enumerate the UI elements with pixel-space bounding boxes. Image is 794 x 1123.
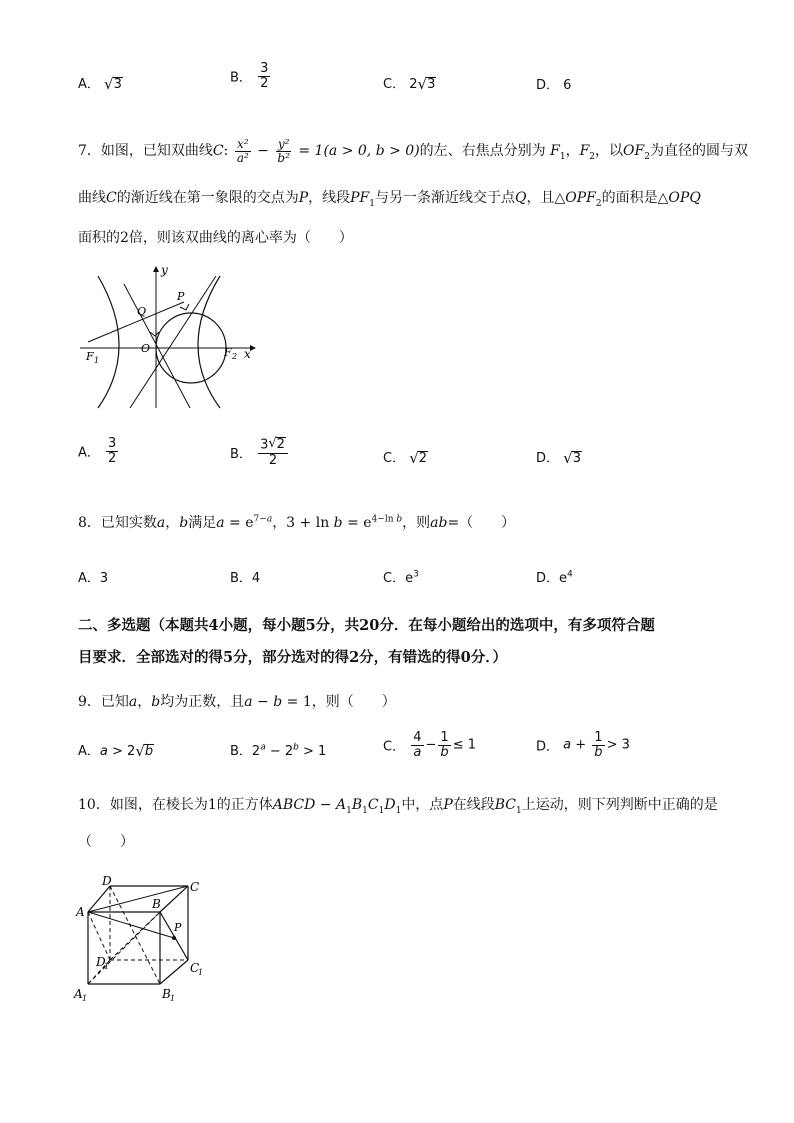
q7-line-1: 7．如图，已知双曲线C: $\frac{\text{x²}}{\text{a²}}$ − $\frac{\text{y²}}{\text{b²}}$ = 1(a > 0, b > 0)的左、右焦点分别为 $F_1$，$F_2$，以$OF_2$为直径的圆与双 bbox=[78, 137, 748, 165]
svg-text:2: 2 bbox=[232, 352, 238, 361]
point-p bbox=[172, 936, 176, 940]
label-d1: D bbox=[96, 955, 106, 969]
q7-option-d: D． √ 3 bbox=[536, 448, 581, 467]
left-branch bbox=[98, 276, 119, 408]
q9-option-d: D． a + $\frac{1}{b}$ > 3 bbox=[536, 730, 630, 760]
segment-pf1 bbox=[88, 302, 184, 342]
q7-option-b: B． 3 √ 2 2 bbox=[230, 437, 290, 468]
label-o: O bbox=[141, 342, 151, 355]
q9-option-c: C． $\frac{4}{a}$ − $\frac{1}{b}$ ≤ 1 bbox=[383, 730, 476, 760]
label-b1: B bbox=[162, 987, 171, 1001]
q9-option-a: A．a > 2 √ b bbox=[78, 741, 154, 760]
label-d: D bbox=[102, 876, 112, 888]
svg-text:1: 1 bbox=[94, 356, 100, 365]
q7-option-c: C． √ 2 bbox=[383, 448, 428, 467]
label-f1: F bbox=[86, 350, 94, 363]
q10-stem-line-2: （ ） bbox=[78, 834, 134, 850]
label-b: B bbox=[152, 897, 161, 911]
label-p: P bbox=[177, 290, 185, 303]
label-p: P bbox=[174, 921, 182, 934]
label-y: y bbox=[161, 263, 168, 277]
label-f2: F bbox=[224, 346, 232, 359]
q7-line-2: 曲线C的渐近线在第一象限的交点为P，线段$PF_1$与另一条渐近线交于点Q，且$\triangle OPF_2$的面积是△OPQ bbox=[78, 190, 701, 209]
q10-stem-line-1: 10．如图，在棱长为1的正方体ABCD − $A_1B_1C_1D_1$中，点P在线段$BC_1$上运动，则下列判断中正确的是 bbox=[78, 797, 718, 816]
cube-figure bbox=[70, 876, 215, 1011]
q8-stem: 8．已知实数a，b满足$a = e^{7-a}$，$3 + \ln b = e^{4-ln b}$，则ab=（ ） bbox=[78, 514, 516, 531]
svg-text:1: 1 bbox=[170, 994, 176, 1003]
q6-option-d: D． 6 bbox=[536, 78, 572, 93]
q6-option-c: C． 2 √ 3 bbox=[383, 74, 436, 93]
q7-line-3: 面积的2倍，则该双曲线的离心率为（ ） bbox=[78, 230, 353, 246]
q7-option-a: A． $\frac{3}{2}$ bbox=[78, 436, 117, 466]
label-c1: C bbox=[190, 961, 200, 975]
q6-option-a: A． √ 3 bbox=[78, 74, 122, 93]
svg-text:1: 1 bbox=[82, 994, 88, 1003]
section-2-heading-line-2: 目要求．全部选对的得5分，部分选对的得2分，有错选的得0分．） bbox=[78, 649, 508, 666]
q8-option-b: B．4 bbox=[230, 571, 261, 586]
q9-option-b: B．$2^a - 2^b > 1$ bbox=[230, 742, 327, 759]
label-c: C bbox=[190, 880, 200, 894]
label-x: x bbox=[244, 347, 251, 361]
label-q: Q bbox=[137, 305, 147, 318]
svg-text:1: 1 bbox=[104, 962, 110, 971]
q8-option-c: C．$e^3$ bbox=[383, 569, 419, 586]
right-branch bbox=[198, 276, 220, 408]
hyperbola-figure bbox=[70, 262, 260, 412]
q6-option-b: B． $\frac{3}{2}$ bbox=[230, 61, 269, 91]
q9-stem: 9．已知a，b均为正数，且a − b = 1，则（ ） bbox=[78, 694, 396, 710]
label-a: A bbox=[76, 905, 85, 919]
q8-option-d: D．$e^4$ bbox=[536, 569, 573, 586]
section-2-heading-line-1: 二、多选题（本题共4小题，每小题5分，共20分．在每小题给出的选项中，有多项符合题 bbox=[78, 617, 655, 634]
q8-option-a: A．3 bbox=[78, 571, 109, 586]
svg-text:1: 1 bbox=[198, 968, 204, 977]
label-a1: A bbox=[74, 987, 83, 1001]
